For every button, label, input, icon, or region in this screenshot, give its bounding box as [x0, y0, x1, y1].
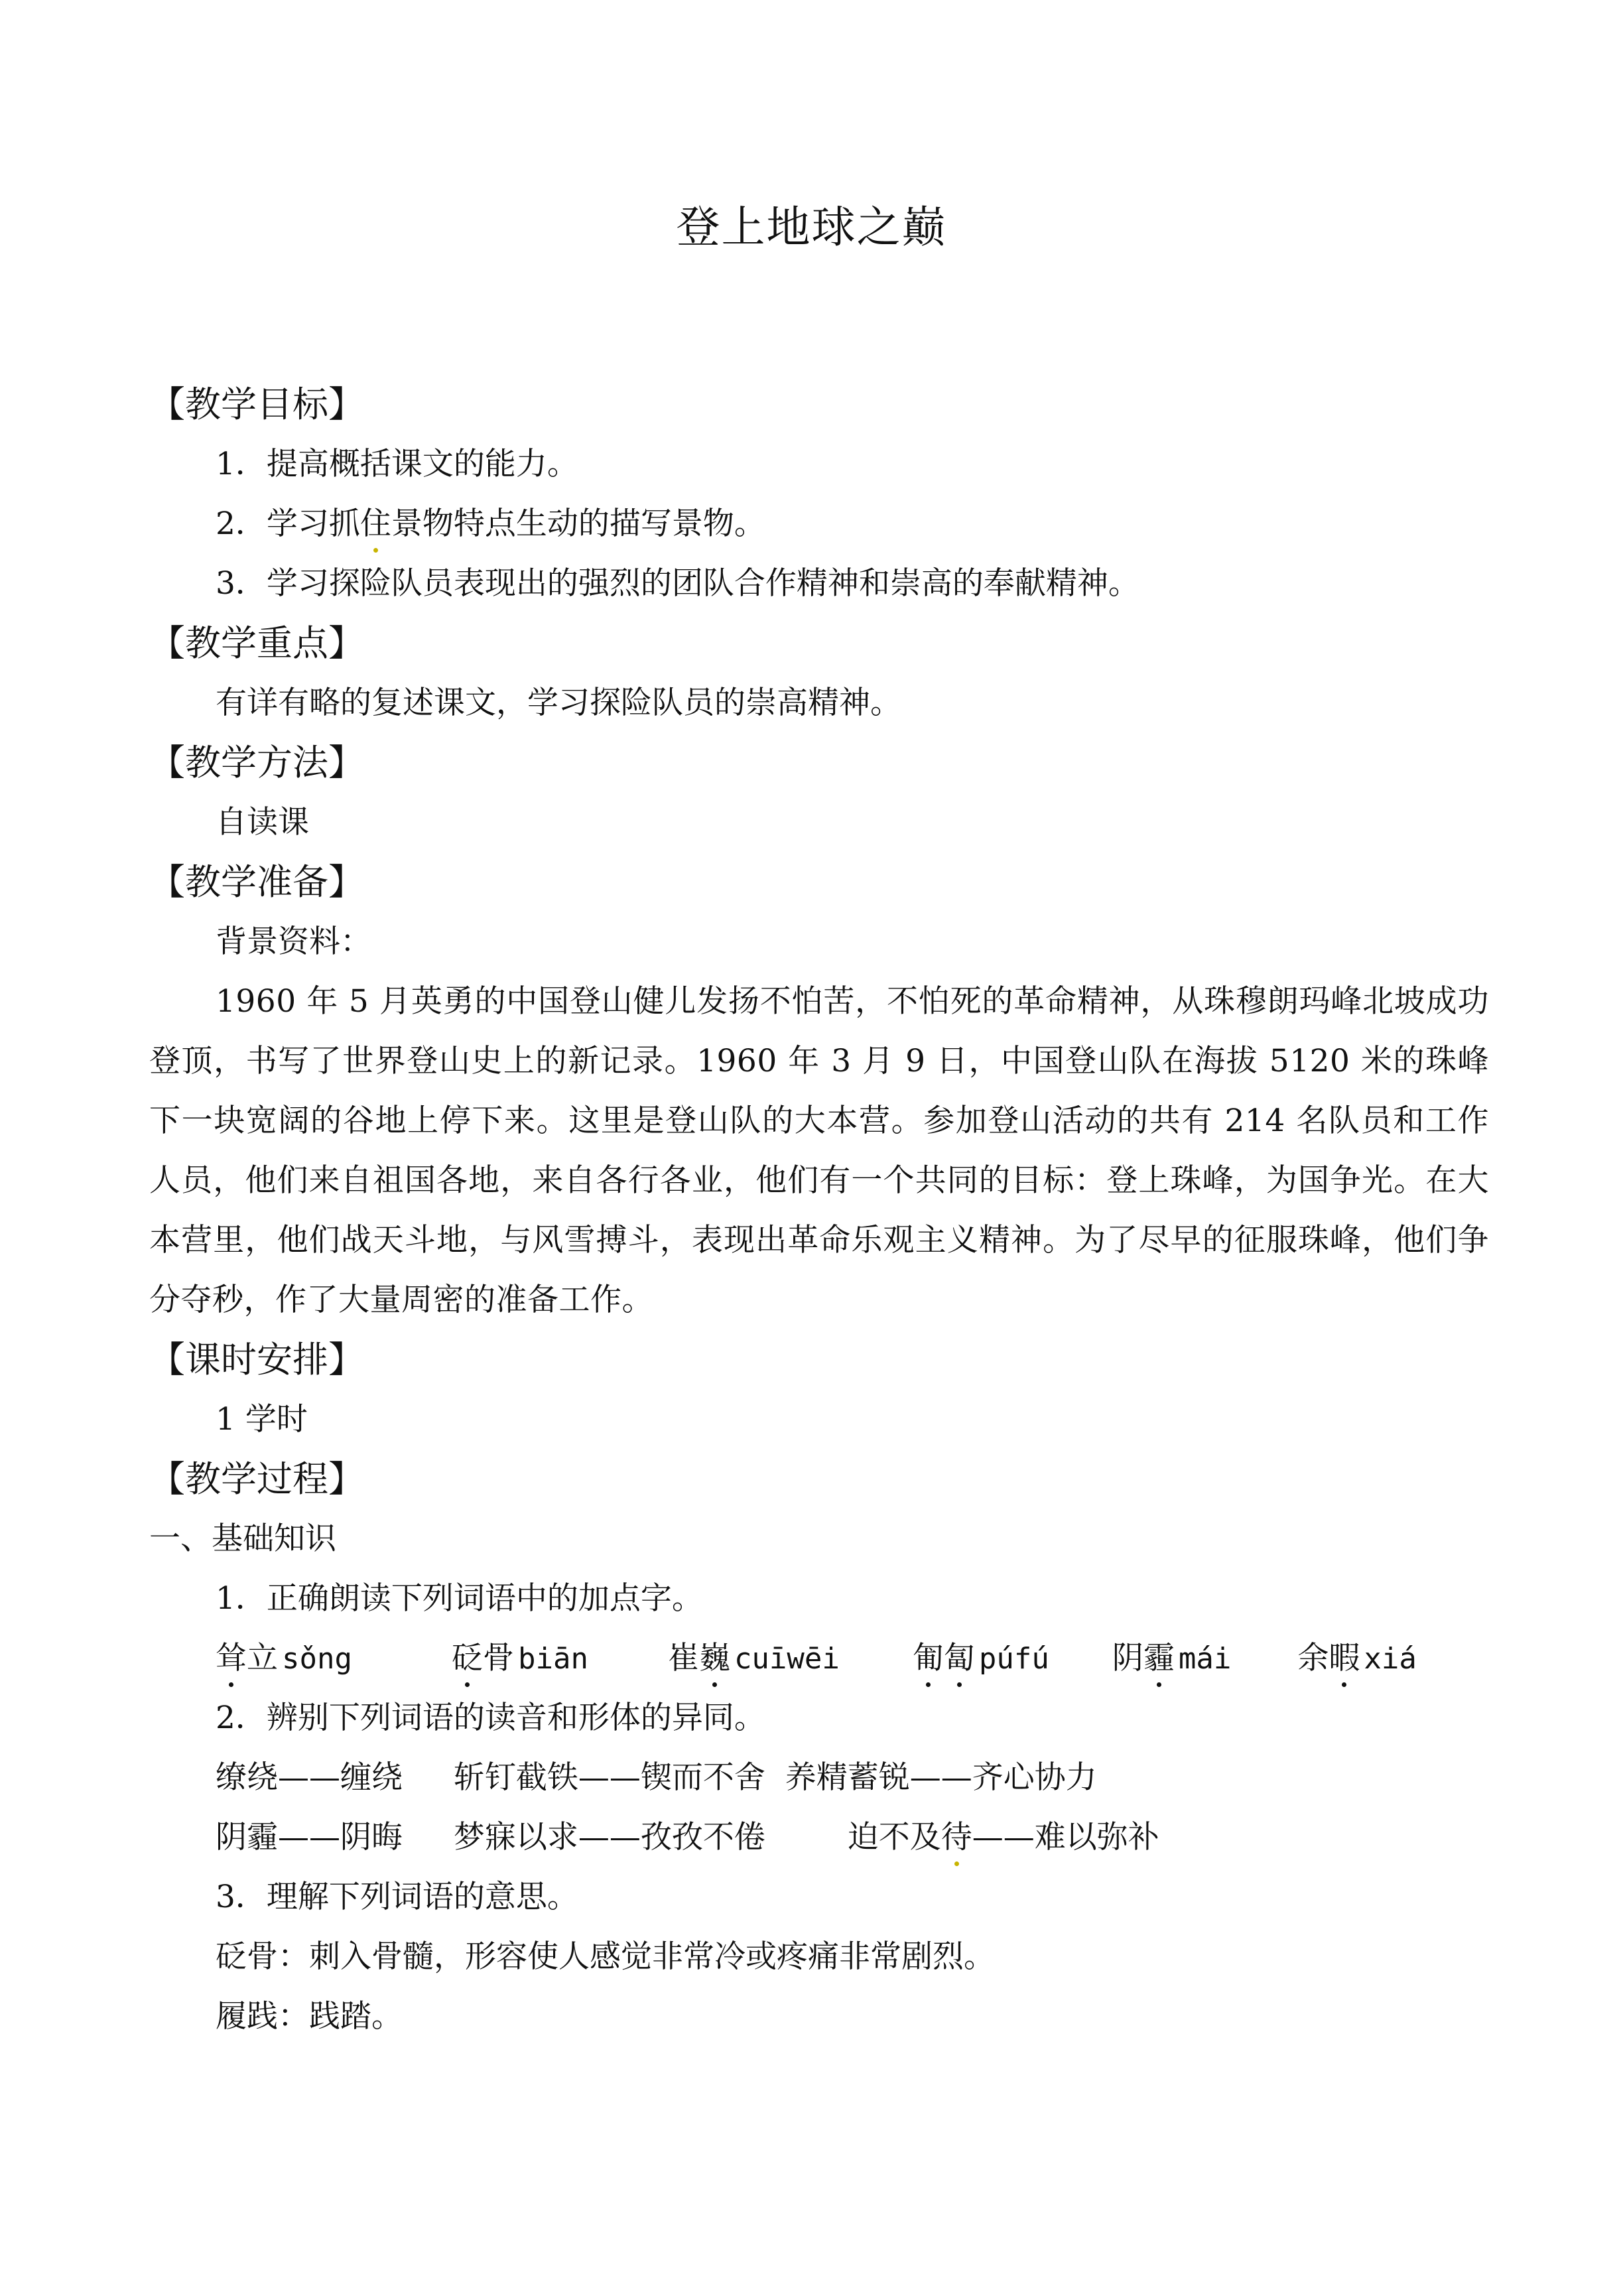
question-2: 2．辨别下列词语的读音和形体的异同。: [216, 1700, 765, 1736]
pinyin-text: biān: [517, 1642, 588, 1676]
dotted-char: 匍: [913, 1629, 944, 1688]
pinyin-word-5: [1112, 1640, 1231, 1676]
plain-char: 崔: [667, 1640, 699, 1676]
pinyin-word-4: [913, 1640, 1049, 1676]
dotted-char: 匐: [944, 1629, 975, 1688]
preparation-label: 背景资料：: [216, 923, 371, 960]
key-points-text: 有详有略的复述课文，学习探险队员的崇高精神。: [216, 685, 901, 721]
dotted-char: 霾: [1143, 1629, 1175, 1688]
pinyin-word-3: [668, 1640, 840, 1676]
question-3: 3．理解下列词语的意思。: [216, 1879, 578, 1915]
plain-char: 阴: [1112, 1640, 1143, 1676]
question-2-line-1: 缭绕——缠绕 斩钉截铁——锲而不舍 养精蓄锐——齐心协力: [216, 1759, 1097, 1796]
definition-2: 履践：践踏。: [216, 1998, 403, 2035]
heading-schedule: 【课时安排】: [149, 1339, 364, 1381]
dotted-char: 暇: [1329, 1629, 1360, 1688]
goal-item-2-post: 景物特点生动的描写景物。: [391, 506, 765, 542]
pinyin-word-6: [1297, 1640, 1416, 1676]
pinyin-text: cuīwēi: [734, 1642, 840, 1676]
heading-goals: 【教学目标】: [149, 383, 364, 425]
heading-method: 【教学方法】: [149, 742, 364, 783]
definition-1: 砭骨：刺入骨髓，形容使人感觉非常冷或疼痛非常剧烈。: [216, 1938, 995, 1975]
dotted-char: 耸: [216, 1629, 247, 1688]
document-body: [149, 375, 1489, 2047]
document-title: 登上地球之巅: [676, 202, 947, 253]
dotted-char: 砭: [452, 1629, 483, 1688]
question-1: 1．正确朗读下列词语中的加点字。: [216, 1580, 703, 1617]
emphasis-dot-char: 待: [941, 1808, 972, 1867]
pinyin-text: púfú: [978, 1642, 1049, 1676]
pinyin-word-2: [452, 1640, 588, 1676]
pinyin-list: [149, 1629, 1489, 1688]
pinyin-text: xiá: [1364, 1642, 1417, 1676]
pinyin-text: mái: [1178, 1642, 1232, 1676]
process-part-1: 一、基础知识: [149, 1520, 336, 1557]
pinyin-word-1: [216, 1640, 352, 1676]
heading-process: 【教学过程】: [149, 1458, 364, 1500]
goal-item-1: 1．提高概括课文的能力。: [216, 446, 578, 482]
dotted-char: 巍: [699, 1629, 730, 1688]
plain-char: 立: [247, 1640, 278, 1676]
goal-item-2-pre: 2．学习抓: [216, 506, 360, 542]
plain-char: 余: [1297, 1640, 1329, 1676]
goal-item-2: [149, 494, 1489, 554]
method-text: 自读课: [216, 804, 309, 841]
pinyin-text: sǒng: [282, 1642, 352, 1676]
heading-preparation: 【教学准备】: [149, 861, 364, 903]
emphasis-dot-char: 住: [360, 494, 391, 554]
heading-key-points: 【教学重点】: [149, 622, 364, 664]
question-2-line-2: [149, 1808, 1489, 1867]
schedule-text: 1 学时: [216, 1401, 308, 1438]
q2-line-2-post: ——难以弥补: [972, 1819, 1159, 1856]
background-paragraph: 1960 年 5 月英勇的中国登山健儿发扬不怕苦，不怕死的革命精神，从珠穆朗玛峰北坡成功登顶，书写了世界登山史上的新记录。1960 年 3 月 9 日，中国登山队在海拔 5120 米的珠峰下一块宽阔的谷地上停下来。这里是登山队的大本营。参加登山活动的共有 214 名队员和工作人员，他们来自祖国各地，来自各行各业，他们有一个共同的目标：登上珠峰，为国争光。在大本营里，他们战天斗地，与风雪搏斗，表现出革命乐观主义精神。为了尽早的征服珠峰，他们争分夺秒，作了大量周密的准备工作。: [149, 983, 1489, 1318]
goal-item-3: 3．学习探险队员表现出的强烈的团队合作精神和崇高的奉献精神。: [216, 565, 1139, 602]
q2-line-2-pre: 阴霾——阴晦 梦寐以求——孜孜不倦 迫不及: [216, 1819, 941, 1856]
plain-char: 骨: [482, 1640, 514, 1676]
